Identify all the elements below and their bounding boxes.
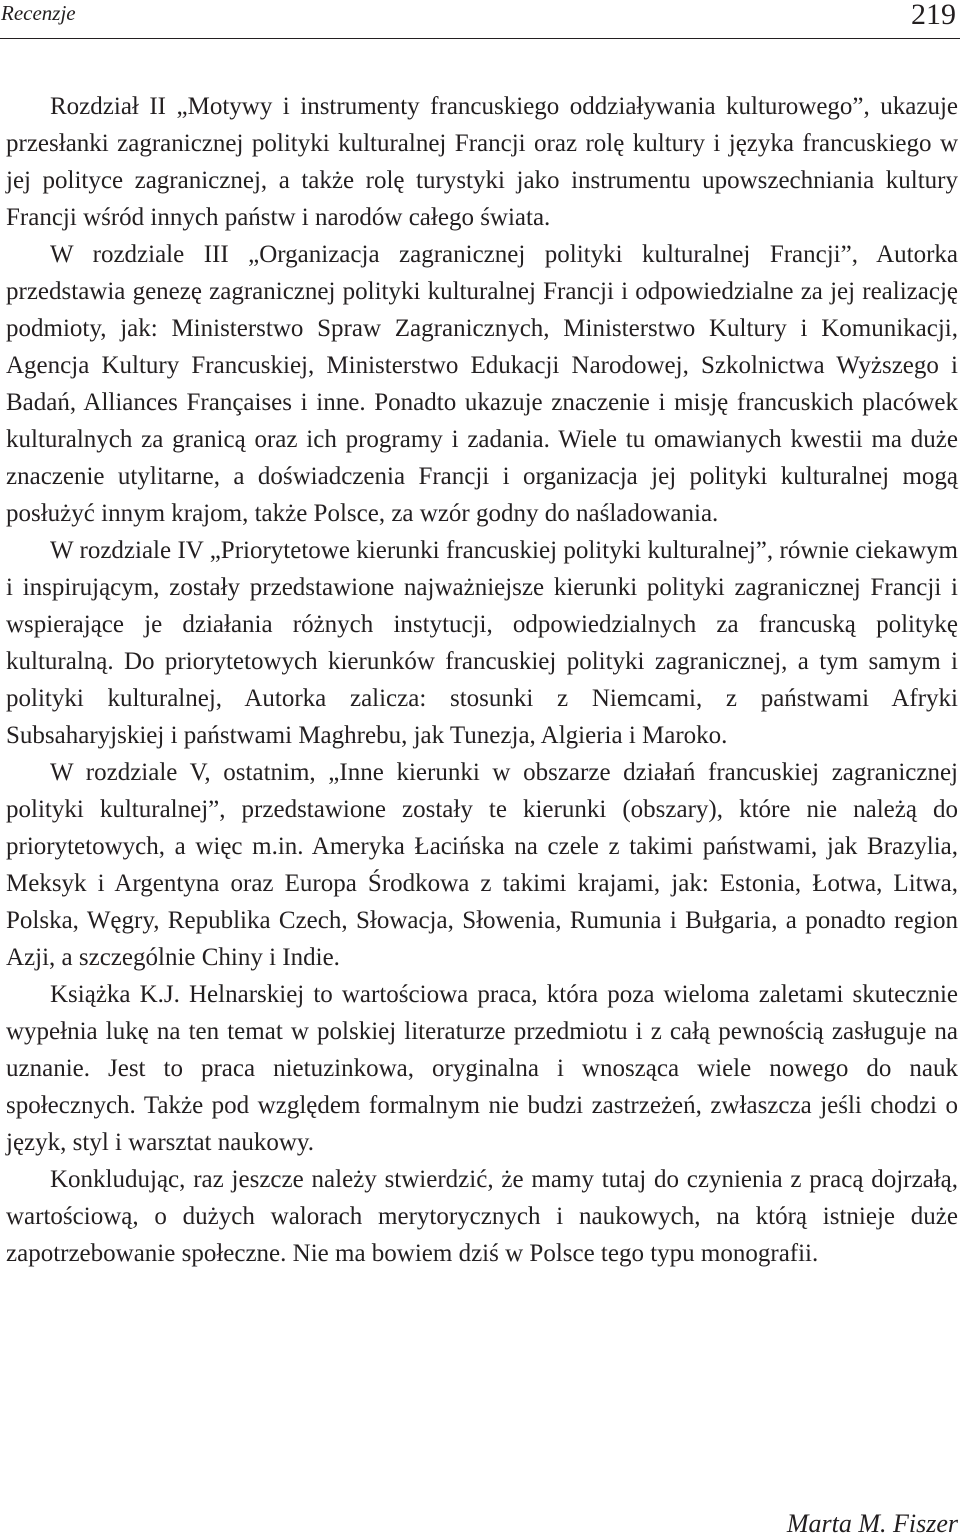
paragraph-chapter-4: W rozdziale IV „Priorytetowe kierunki francuskiej polityki kulturalnej”, równie ciekawym i inspirującym, zostały przedstawione najważniejsze kierunki polityki zagranicznej Francji i wspierające je działania różnych instytucji, odpowiedzialnych za francuską politykę kulturalną. Do priorytetowych kierunków francuskiej polityki zagranicznej, a tym samym i polityki kulturalnej, Autorka zalicza: stosunki z Niemcami, z państwami Afryki Subsaharyjskiej i państwami Maghrebu, jak Tunezja, Algieria i Maroko. (6, 537, 958, 749)
review-body (6, 88, 958, 1272)
paragraph-conclusion: Konkludując, raz jeszcze należy stwierdzić, że mamy tutaj do czynienia z pracą dojrzałą, wartościową, o dużych walorach merytorycznych i naukowych, na którą istnieje duże zapotrzebowanie społeczne. Nie ma bowiem dziś w Polsce tego typu monografii. (6, 1166, 958, 1267)
running-header (0, 0, 960, 39)
paragraph-chapter-3: W rozdziale III „Organizacja zagranicznej polityki kulturalnej Francji”, Autorka przedstawia genezę zagranicznej polityki kulturalnej Francji i odpowiedzialne za jej realizację podmioty, jak: Ministerstwo Spraw Zagranicznych, Ministerstwo Kultury i Komunikacji, Agencja Kultury Francuskiej, Ministerstwo Edukacji Narodowej, Szkolnictwa Wyższego i Badań, Alliances Françaises i inne. Ponadto ukazuje znaczenie i misję francuskich placówek kulturalnych za granicą oraz ich programy i zadania. Wiele tu omawianych kwestii ma duże znaczenie utylitarne, a doświadczenia Francji i organizacja jej polityki kulturalnej mogą posłużyć innym krajom, także Polsce, za wzór godny do naśladowania. (6, 241, 958, 527)
author-signature: Marta M. Fiszer (786, 1509, 958, 1538)
paragraph-chapter-2: Rozdział II „Motywy i instrumenty francuskiego oddziaływania kulturowego”, ukazuje przesłanki zagranicznej polityki kulturalnej Francji oraz rolę kultury i języka francuskiego w jej polityce zagranicznej, a także rolę turystyki jako instrumentu upowszechniania kultury Francji wśród innych państw i narodów całego świata. (6, 93, 958, 231)
paragraph-assessment: Książka K.J. Helnarskiej to wartościowa praca, która poza wieloma zaletami skutecznie wypełnia lukę na ten temat w polskiej literaturze przedmiotu i z całą pewnością zasługuje na uznanie. Jest to praca nietuzinkowa, oryginalna i wnosząca wiele nowego do nauk społecznych. Także pod względem formalnym nie budzi zastrzeżeń, zwłaszcza jeśli chodzi o język, styl i warsztat naukowy. (6, 981, 958, 1156)
paragraph-chapter-5: W rozdziale V, ostatnim, „Inne kierunki w obszarze działań francuskiej zagranicznej polityki kulturalnej”, przedstawione zostały te kierunki (obszary), które nie należą do priorytetowych, a więc m.in. Ameryka Łacińska na czele z takimi państwami, jak Brazylia, Meksyk i Argentyna oraz Europa Środkowa z takimi krajami, jak: Estonia, Łotwa, Litwa, Polska, Węgry, Republika Czech, Słowacja, Słowenia, Rumunia i Bułgaria, a ponadto region Azji, a szczególnie Chiny i Indie. (6, 759, 958, 971)
section-label: Recenzje (1, 1, 76, 25)
page-number: 219 (911, 0, 956, 31)
